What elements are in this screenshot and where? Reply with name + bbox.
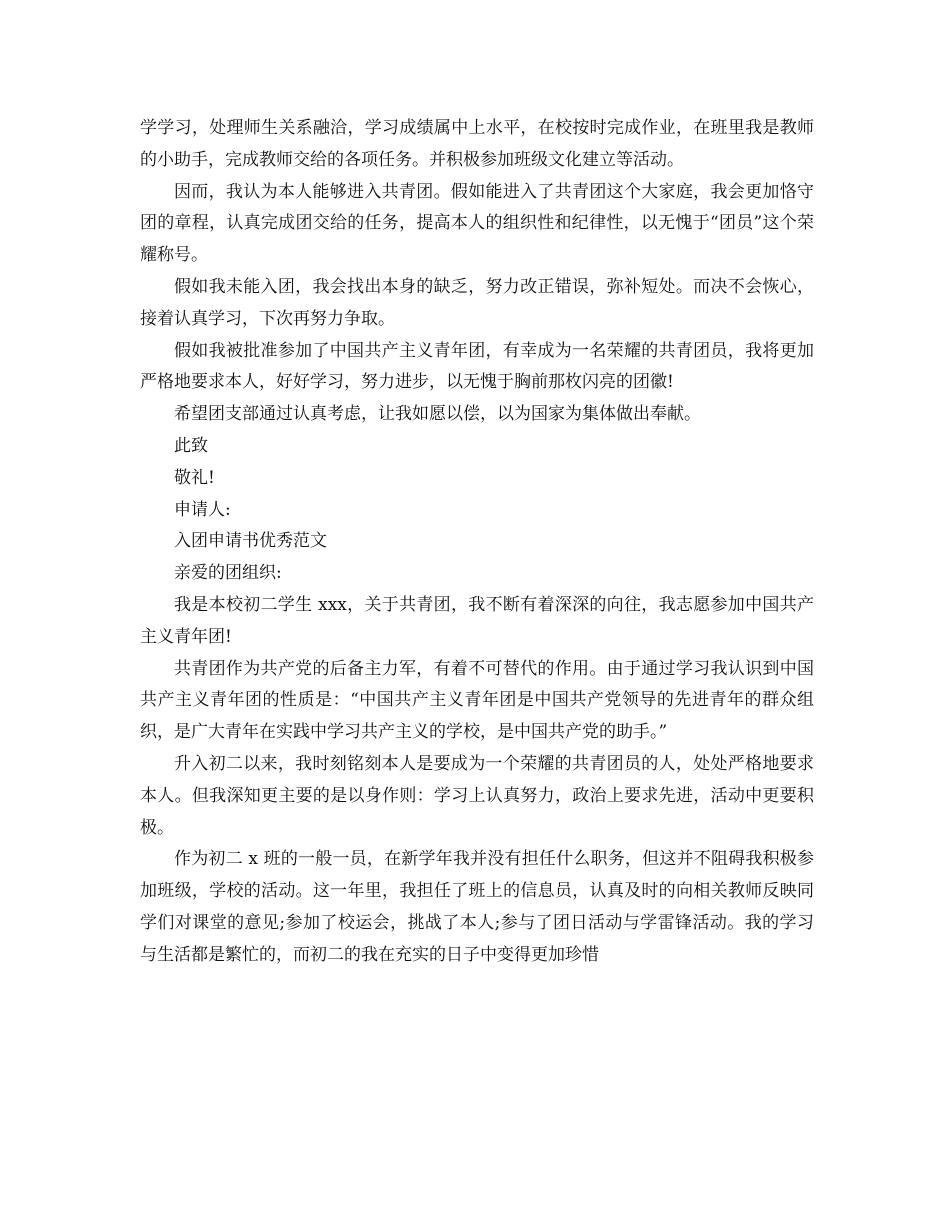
paragraph: 希望团支部通过认真考虑，让我如愿以偿，以为国家为集体做出奉献。 bbox=[174, 404, 701, 425]
paragraph: 因而，我认为本人能够进入共青团。假如能进入了共青团这个大家庭，我会更加恪守团的章程，认真完成团交给的任务，提高本人的组织性和纪律性，以无愧于“团员”这个荣耀称号。 bbox=[140, 181, 814, 266]
paragraph: 作为初二 x 班的一般一员，在新学年我并没有担任什么职务，但这并不阻碍我积极参加班级，学校的活动。这一年里，我担任了班上的信息员，认真及时的向相关教师反映同学们对课堂的意见;参加了校运会，挑战了本人;参与了团日活动与学雷锋活动。我的学习与生活都是繁忙的，而初二的我在充实的日子中变得更加珍惜 bbox=[140, 849, 814, 965]
section-title: 入团申请书优秀范文 bbox=[174, 531, 327, 552]
paragraph: 假如我被批准参加了中国共产主义青年团，有幸成为一名荣耀的共青团员，我将更加严格地要求本人，好好学习，努力进步，以无愧于胸前那枚闪亮的团徽! bbox=[140, 340, 814, 393]
paragraph: 共青团作为共产党的后备主力军，有着不可替代的作用。由于通过学习我认识到中国共产主义青年团的性质是：“中国共产主义青年团是中国共产党领导的先进青年的群众组织，是广大青年在实践中学习共产主义的学校，是中国共产党的助手。” bbox=[140, 658, 814, 743]
greeting: 亲爱的团组织: bbox=[174, 563, 282, 584]
closing-salutation: 此致 bbox=[174, 435, 208, 456]
document-page bbox=[140, 113, 814, 972]
paragraph: 假如我未能入团，我会找出本身的缺乏，努力改正错误，弥补短处。而决不会恢心，接着认真学习，下次再努力争取。 bbox=[140, 276, 814, 329]
paragraph-continued: 学学习，处理师生关系融洽，学习成绩属中上水平，在校按时完成作业，在班里我是教师的小助手，完成教师交给的各项任务。并积极参加班级文化建立等活动。 bbox=[140, 118, 814, 170]
paragraph: 我是本校初二学生 xxx，关于共青团，我不断有着深深的向往，我志愿参加中国共产主义青年团! bbox=[140, 594, 814, 647]
closing-respect: 敬礼! bbox=[174, 467, 215, 488]
paragraph: 升入初二以来，我时刻铭刻本人是要成为一个荣耀的共青团员的人，处处严格地要求本人。但我深知更主要的是以身作则：学习上认真努力，政治上要求先进，活动中更要积极。 bbox=[140, 753, 814, 838]
applicant-label: 申请人: bbox=[174, 499, 231, 520]
